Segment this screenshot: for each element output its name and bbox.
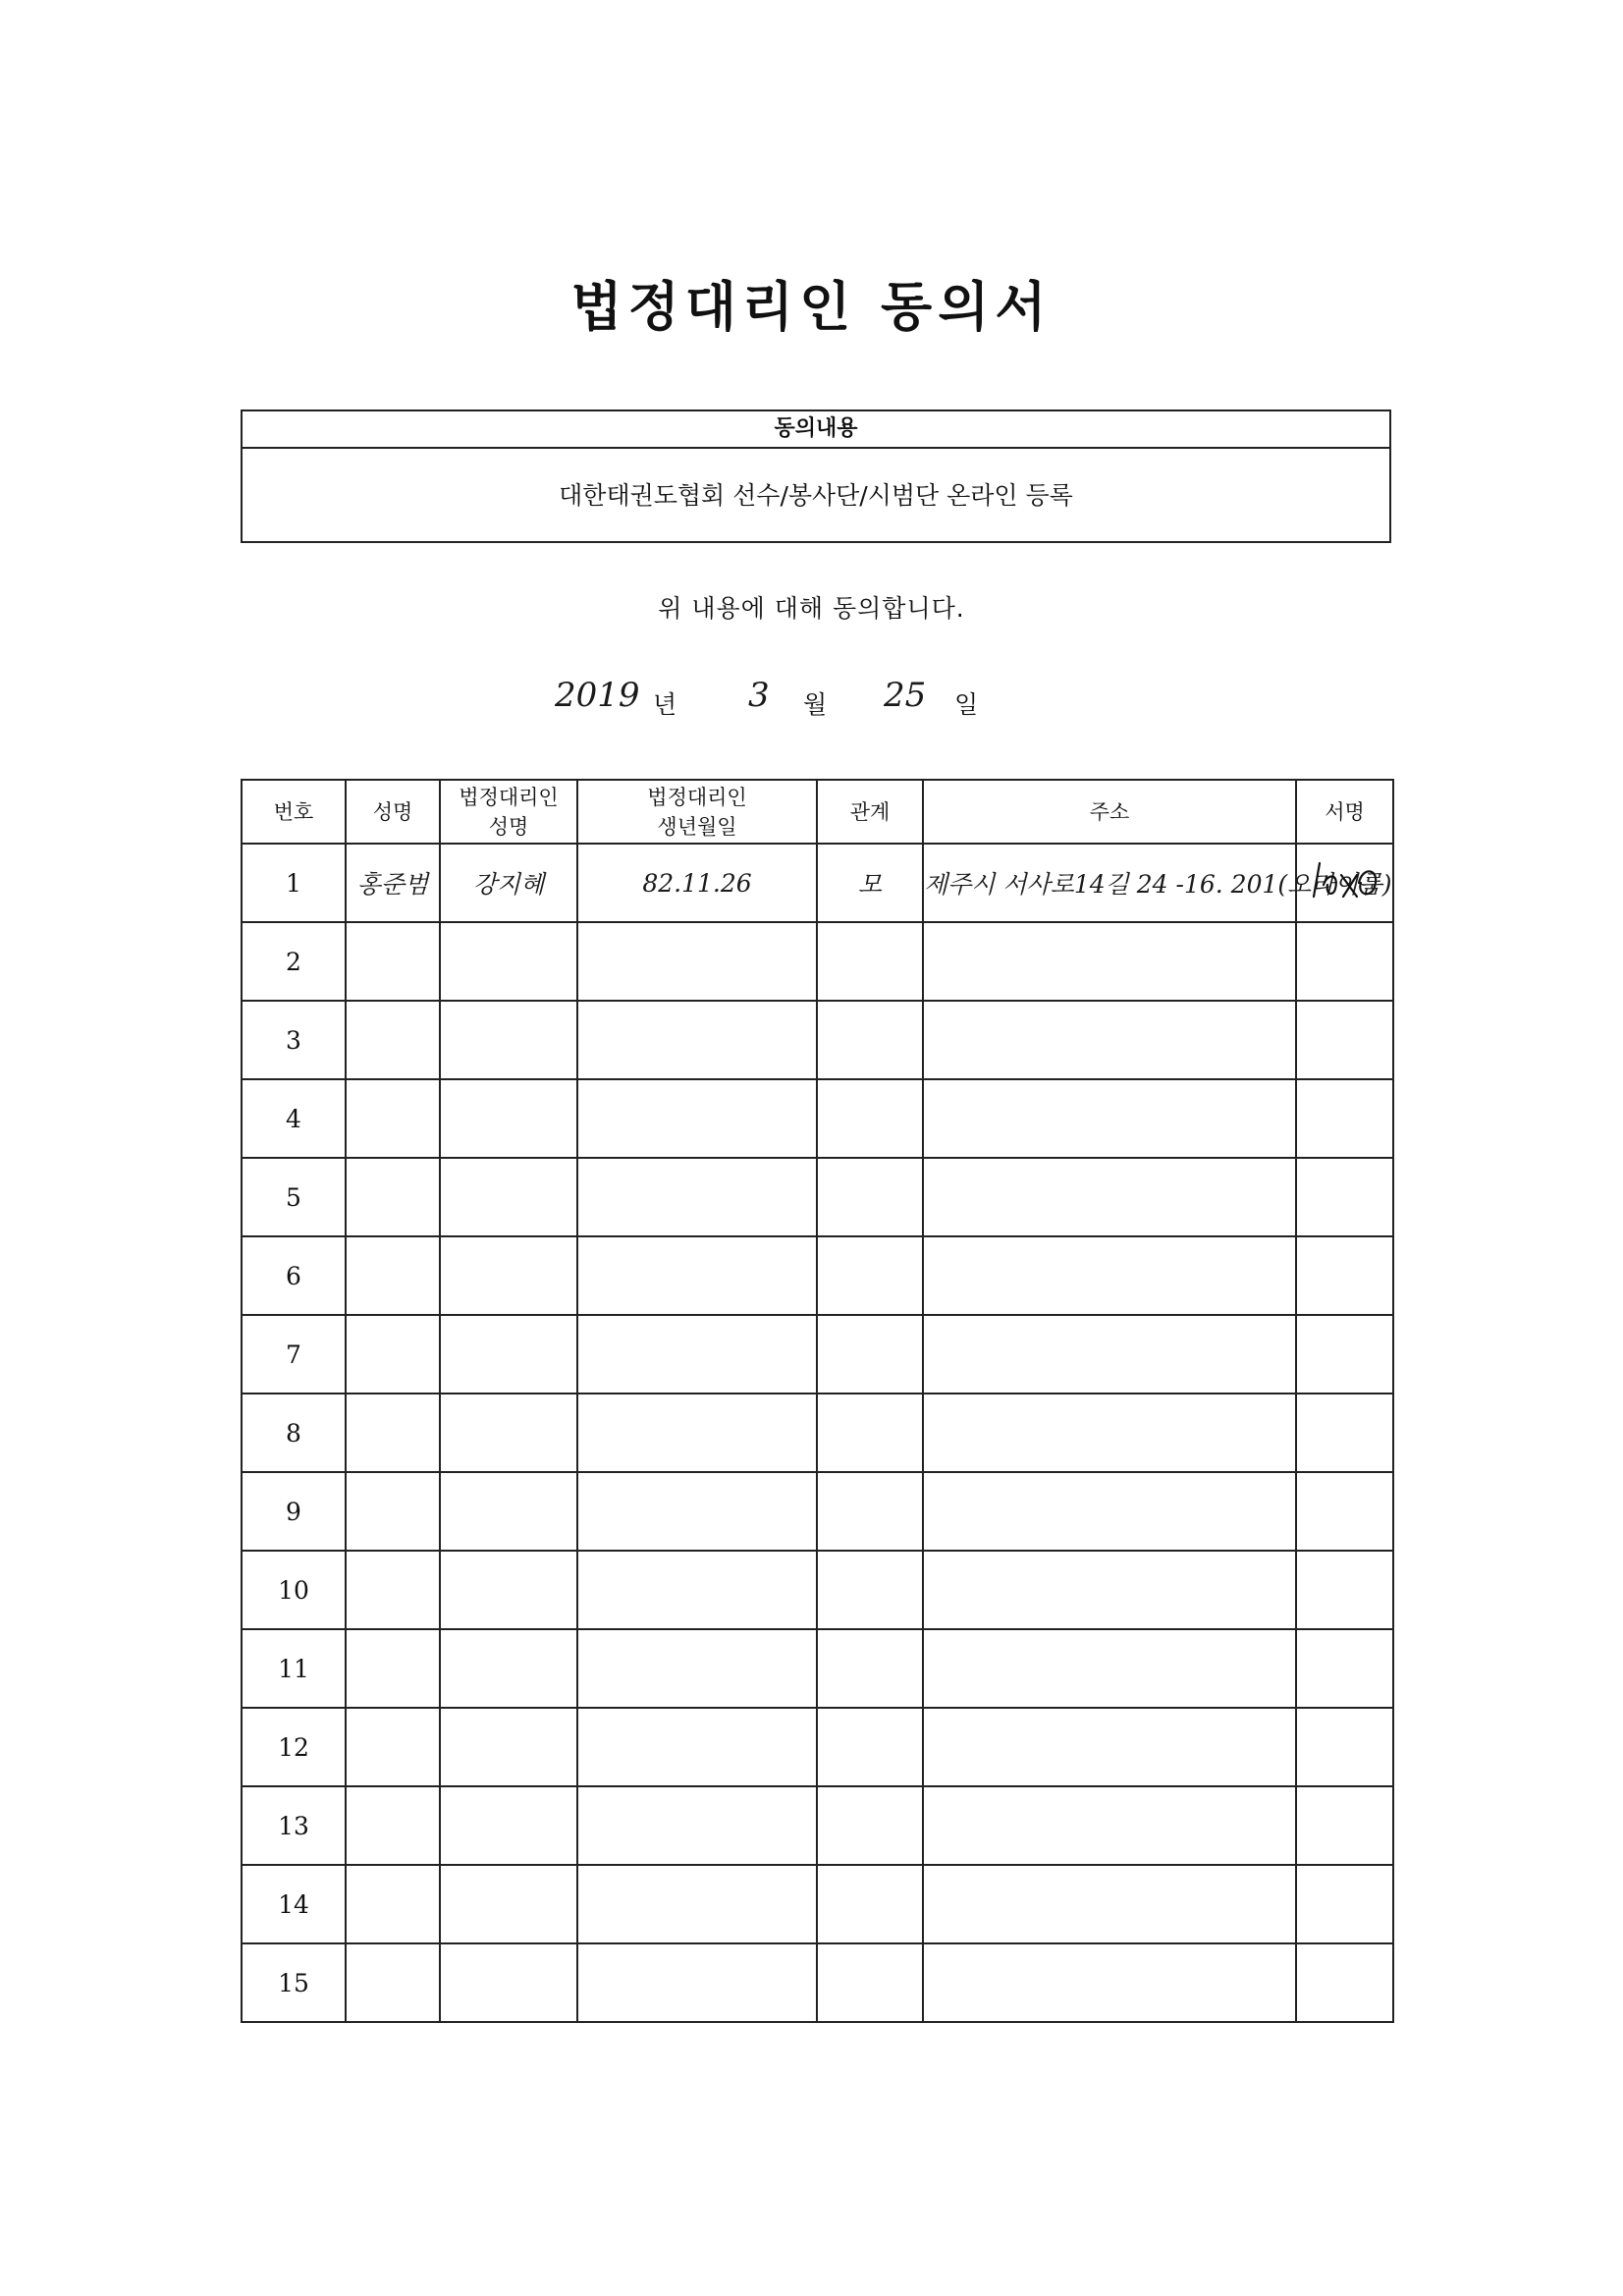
table-row (242, 1158, 1393, 1236)
row-name (346, 1865, 440, 1943)
row-relation (817, 1629, 923, 1708)
table-row (242, 1551, 1393, 1629)
row-signature (1296, 1943, 1393, 2022)
row-name (346, 1158, 440, 1236)
row-signature (1296, 1629, 1393, 1708)
row-guardian-name (440, 1236, 577, 1315)
row-address (923, 1394, 1296, 1472)
row-signature (1296, 1394, 1393, 1472)
row-signature (1296, 1079, 1393, 1158)
row-relation (817, 1551, 923, 1629)
row-guardian-name (440, 1001, 577, 1079)
row-relation (817, 1394, 923, 1472)
date-month: 3 (748, 676, 770, 715)
row-guardian-birth (577, 1865, 817, 1943)
row-guardian-birth (577, 1394, 817, 1472)
row-name (346, 1236, 440, 1315)
table-row (242, 1236, 1393, 1315)
row-address (923, 1629, 1296, 1708)
row-name (346, 1472, 440, 1551)
row-number: 9 (242, 1472, 346, 1551)
row-name (346, 1786, 440, 1865)
row-relation (817, 1472, 923, 1551)
header-address: 주소 (923, 780, 1296, 844)
row-relation: 모 (817, 844, 923, 922)
row-address (923, 1786, 1296, 1865)
row-name: 홍준범 (346, 844, 440, 922)
row-signature (1296, 1472, 1393, 1551)
consent-header: 동의내용 (243, 411, 1389, 449)
row-guardian-birth (577, 1236, 817, 1315)
row-signature (1296, 1315, 1393, 1394)
row-relation (817, 1079, 923, 1158)
row-relation (817, 1865, 923, 1943)
document-title: 법정대리인 동의서 (570, 275, 1053, 338)
row-relation (817, 922, 923, 1001)
row-address (923, 1315, 1296, 1394)
row-guardian-name (440, 1079, 577, 1158)
row-guardian-name (440, 1786, 577, 1865)
row-guardian-name: 강지혜 (440, 844, 577, 922)
row-guardian-name (440, 922, 577, 1001)
header-guardian-name (440, 780, 577, 844)
header-guardian-birth (577, 780, 817, 844)
row-signature (1296, 1158, 1393, 1236)
table-row (242, 844, 1393, 922)
date-line (0, 676, 1623, 725)
row-name (346, 1551, 440, 1629)
row-address (923, 1079, 1296, 1158)
table-header-row (242, 780, 1393, 844)
date-month-label: 월 (803, 690, 828, 719)
row-address (923, 1865, 1296, 1943)
row-guardian-birth (577, 1079, 817, 1158)
date-day-label: 일 (954, 690, 979, 719)
table-row (242, 1001, 1393, 1079)
row-number: 2 (242, 922, 346, 1001)
row-name (346, 1001, 440, 1079)
row-guardian-birth: 82.11.26 (577, 844, 817, 922)
row-signature (1296, 922, 1393, 1001)
row-signature (1296, 1001, 1393, 1079)
row-guardian-birth (577, 1786, 817, 1865)
row-address (923, 922, 1296, 1001)
row-guardian-birth (577, 922, 817, 1001)
row-name (346, 1394, 440, 1472)
row-number: 3 (242, 1001, 346, 1079)
row-address (923, 1472, 1296, 1551)
row-address (923, 1708, 1296, 1786)
row-relation (817, 1158, 923, 1236)
row-address (923, 1943, 1296, 2022)
row-guardian-name (440, 1394, 577, 1472)
table-row (242, 1708, 1393, 1786)
table-row (242, 1315, 1393, 1394)
row-name (346, 1629, 440, 1708)
row-signature (1296, 1551, 1393, 1629)
row-number: 8 (242, 1394, 346, 1472)
row-signature (1296, 844, 1393, 922)
consent-content: 대한태권도협회 선수/봉사단/시범단 온라인 등록 (559, 481, 1073, 510)
row-number: 4 (242, 1079, 346, 1158)
row-relation (817, 1315, 923, 1394)
header-guardian-birth-line2: 생년월일 (657, 814, 737, 839)
row-number: 6 (242, 1236, 346, 1315)
signature-mark (1306, 855, 1384, 904)
header-signature: 서명 (1296, 780, 1393, 844)
date-year: 2019 (555, 676, 640, 715)
header-relation: 관계 (817, 780, 923, 844)
header-guardian-birth-line1: 법정대리인 (647, 785, 747, 809)
row-relation (817, 1236, 923, 1315)
row-number: 10 (242, 1551, 346, 1629)
row-guardian-name (440, 1943, 577, 2022)
row-guardian-birth (577, 1708, 817, 1786)
row-number: 11 (242, 1629, 346, 1708)
table-row (242, 1079, 1393, 1158)
row-guardian-name (440, 1708, 577, 1786)
row-guardian-birth (577, 1472, 817, 1551)
row-address (923, 1158, 1296, 1236)
table-row (242, 1943, 1393, 2022)
date-year-label: 년 (653, 690, 677, 719)
row-signature (1296, 1786, 1393, 1865)
table-row (242, 1472, 1393, 1551)
row-signature (1296, 1708, 1393, 1786)
row-signature (1296, 1236, 1393, 1315)
row-guardian-birth (577, 1629, 817, 1708)
row-address (923, 1001, 1296, 1079)
row-guardian-name (440, 1551, 577, 1629)
row-name (346, 1943, 440, 2022)
consent-box (241, 410, 1391, 543)
row-number: 1 (242, 844, 346, 922)
row-number: 5 (242, 1158, 346, 1236)
row-name (346, 1315, 440, 1394)
row-address (923, 1236, 1296, 1315)
row-guardian-birth (577, 1943, 817, 2022)
row-relation (817, 1943, 923, 2022)
header-name: 성명 (346, 780, 440, 844)
row-relation (817, 1001, 923, 1079)
row-guardian-name (440, 1629, 577, 1708)
row-guardian-birth (577, 1158, 817, 1236)
row-address (923, 1551, 1296, 1629)
row-guardian-name (440, 1472, 577, 1551)
row-relation (817, 1786, 923, 1865)
row-guardian-birth (577, 1315, 817, 1394)
table-row (242, 1394, 1393, 1472)
header-guardian-name-line2: 성명 (488, 814, 529, 839)
row-name (346, 922, 440, 1001)
row-number: 13 (242, 1786, 346, 1865)
header-guardian-name-line1: 법정대리인 (459, 785, 559, 809)
row-number: 14 (242, 1865, 346, 1943)
table-row (242, 1865, 1393, 1943)
row-guardian-birth (577, 1551, 817, 1629)
table-row (242, 1786, 1393, 1865)
date-day: 25 (884, 676, 927, 715)
row-name (346, 1708, 440, 1786)
row-name (346, 1079, 440, 1158)
row-number: 12 (242, 1708, 346, 1786)
row-number: 7 (242, 1315, 346, 1394)
row-relation (817, 1708, 923, 1786)
guardian-table (241, 779, 1394, 2023)
row-number: 15 (242, 1943, 346, 2022)
table-row (242, 1629, 1393, 1708)
row-guardian-name (440, 1865, 577, 1943)
header-no: 번호 (242, 780, 346, 844)
row-guardian-name (440, 1315, 577, 1394)
agreement-text: 위 내용에 대해 동의합니다. (658, 594, 965, 623)
table-row (242, 922, 1393, 1001)
row-guardian-name (440, 1158, 577, 1236)
row-address: 제주시 서사로14길 24 -16. 201(오라이룸) (923, 844, 1296, 922)
row-guardian-birth (577, 1001, 817, 1079)
row-signature (1296, 1865, 1393, 1943)
